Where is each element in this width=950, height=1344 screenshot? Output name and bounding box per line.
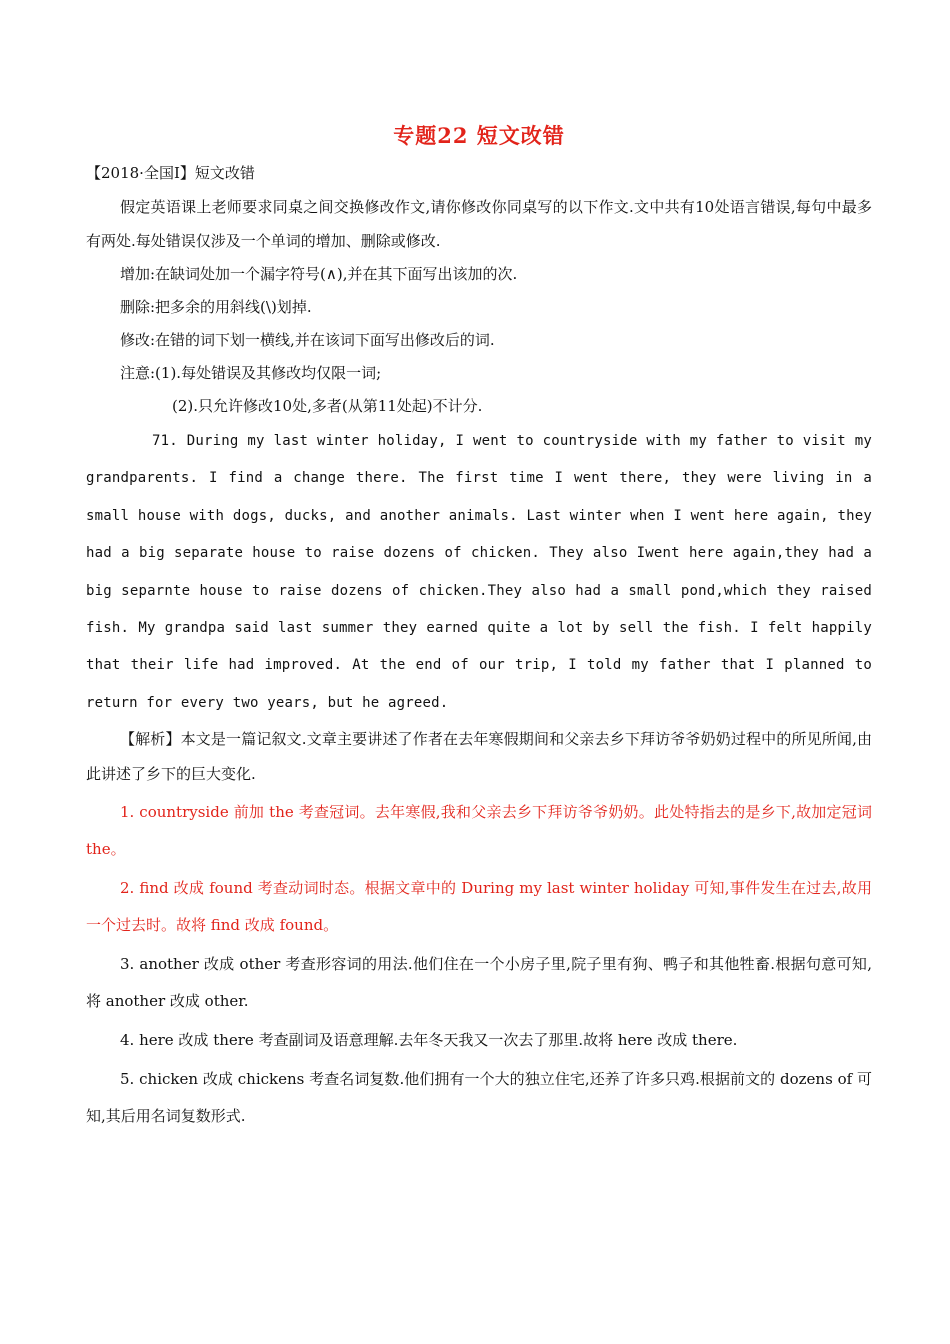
answer-item: 1. countryside 前加 the 考查冠词。去年寒假,我和父亲去乡下拜访爷爷奶奶。此处特指去的是乡下,故加定冠词 the。 — [86, 803, 872, 859]
exam-source: 【2018·全国Ⅰ】短文改错 — [86, 164, 255, 182]
answer-item: 5. chicken 改成 chickens 考查名词复数.他们拥有一个大的独立住宅,还养了许多只鸡.根据前文的 dozens of 可知,其后用名词复数形式. — [86, 1070, 872, 1126]
document-page — [86, 118, 872, 1135]
analysis-text: 【解析】本文是一篇记叙文.文章主要讲述了作者在去年寒假期间和父亲去乡下拜访爷爷奶奶过程中的所见所闻,由此讲述了乡下的巨大变化. — [86, 730, 872, 784]
instruction-add: 增加:在缺词处加一个漏字符号(∧),并在其下面写出该加的次. — [120, 265, 518, 283]
instruction-delete: 删除:把多余的用斜线(\)划掉. — [120, 298, 312, 316]
instruction-note-1: 注意:(1).每处错误及其修改均仅限一词; — [120, 364, 382, 382]
page-title: 专题22 短文改错 — [393, 123, 565, 148]
answer-item: 2. find 改成 found 考查动词时态。根据文章中的 During my last winter holiday 可知,事件发生在过去,故用一个过去时。故将 find 改成 found。 — [86, 879, 872, 935]
answer-item: 3. another 改成 other 考查形容词的用法.他们住在一个小房子里,院子里有狗、鸭子和其他牲畜.根据句意可知,将 another 改成 other. — [86, 955, 872, 1011]
passage-text: 71. During my last winter holiday, I went to countryside with my father to visit my grandparents. I find a change there. The first time I went there, they were living in a small house with dogs, ducks, and another animals. Last winter when I went here again, they had a big separate house to raise dozens of chicken. They also Iwent here again,they had a big separnte house to raise dozens of chicken.They also had a small pond,which they raised fish. My grandpa said last summer they earned quite a lot by sell the fish. I felt happily that their life had improved. At the end of our trip, I told my father that I planned to return for every two years, but he agreed. — [86, 433, 872, 711]
instructions-intro: 假定英语课上老师要求同桌之间交换修改作文,请你修改你同桌写的以下作文.文中共有10处语言错误,每句中最多有两处.每处错误仅涉及一个单词的增加、删除或修改. — [86, 198, 872, 250]
answer-item: 4. here 改成 there 考查副词及语意理解.去年冬天我又一次去了那里.故将 here 改成 there. — [120, 1031, 738, 1050]
instruction-note-2: (2).只允许修改10处,多者(从第11处起)不计分. — [172, 397, 483, 415]
instruction-modify: 修改:在错的词下划一横线,并在该词下面写出修改后的词. — [120, 331, 495, 349]
